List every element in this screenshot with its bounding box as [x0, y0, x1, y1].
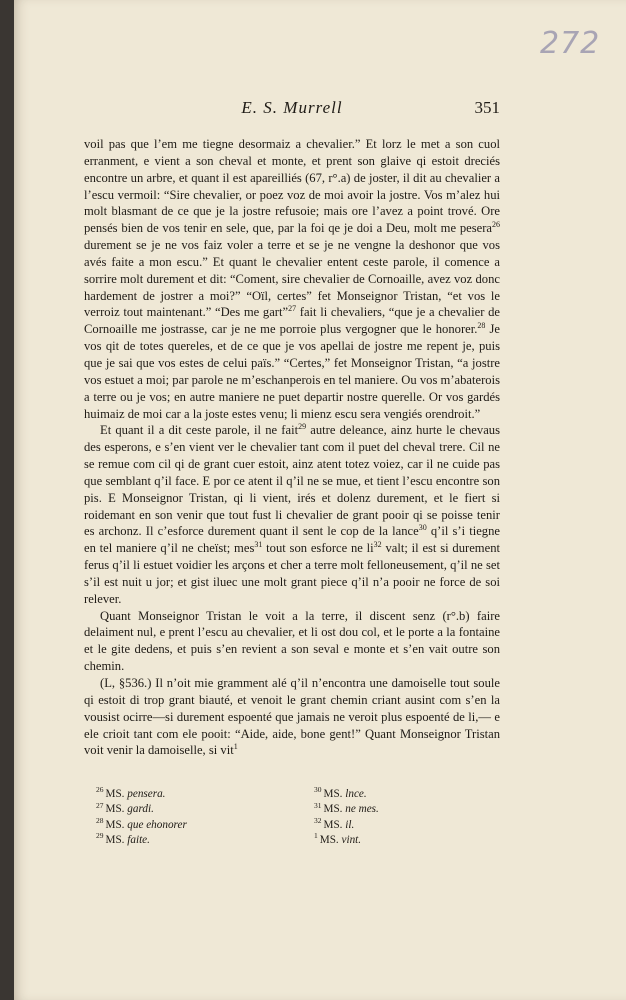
footnote-ref: 26	[492, 220, 500, 230]
paragraph-text: voil pas que l’em me tiegne desormaiz a chevalier.” Et lorz le met a son cuol erranment, e vient a son cheval et monte, et prent son glaive qi estoit dreciés encontre un arbre, et quant il est apareilliés (67, r°.a) de joster, il dit au chevalier a l’escu vermoil: “Sire chevalier, or poez voz de moi avoir la jostre. Vos m’alez hui molt blasmant de ce que je la jostre refusoie; mais ore l’avez a point trové. Ore pensés bien de vos tenir en sele, que, par la foi qe je doi a Deu, molt me pesera	[84, 137, 500, 236]
paragraph	[84, 136, 500, 422]
paragraph-text: valt; il est si durement ferus q’il li estuet voidier les arçons et cher a terre molt felloneusement, q’il ne set s’il est nuit u jor; et gist iluec une molt grant piece q’il n’a pooir ne force de soi relever.	[84, 541, 500, 606]
footnote-number: 30	[314, 785, 322, 795]
paragraph-text: Et quant il a dit ceste parole, il ne fait	[100, 423, 299, 438]
footnote-reading: lnce.	[345, 788, 367, 800]
footnote-reading: ne mes.	[345, 803, 379, 816]
paragraph-text: tout son esforce ne li	[262, 541, 374, 556]
footnote-ms-label: MS.	[319, 834, 339, 847]
footnote-reading: il.	[345, 818, 355, 831]
footnote-reading: que ehonorer	[127, 818, 187, 831]
footnotes-right-column	[314, 787, 504, 849]
footnote-ref: 27	[288, 304, 297, 314]
footnote-ms-label: MS.	[105, 818, 125, 831]
footnote-ms-label: MS.	[105, 803, 125, 816]
footnote	[314, 787, 504, 802]
footnote	[96, 833, 286, 848]
paragraph-text: (L, §536.) Il n’oit mie gramment alé q’il n’encontra une damoiselle tout soule qi estoit di trop grant biauté, et venoit le grant chemin criant ausint com s’en la vousist ocirre—si durement espoenté que jamais ne veroit plus espoenté de li,— e ele crioit tant com ele pooit: “Aide, aide, bone gent!” Quant Monseignor Tristan voit venir la damoiselle, si vit	[84, 676, 500, 758]
footnote-number: 29	[96, 831, 104, 841]
paragraph	[84, 608, 500, 675]
footnote-ref: 29	[298, 422, 307, 432]
footnote-ref: 1	[233, 742, 238, 752]
paragraph-text: autre deleance, ainz hurte le chevaus des esperons, e s’en vient ver le chevalier tant com il puet del cheval trere. Cil ne se remue com cil qi de grant cuer estoit, ainz atent totez voiez, car il ne cuide pas que semblant q’il face. E por ce atent il q’il ne se mue, et tient l’escu encontre son pis. E Monseignor Tristan, qi li vient, irés et dolenz durement, et le fiert si roidemant en son venir que tout fust li chevalier de grant pooir qi se poisse tenir es archonz. Il c’esforce durement quant il sent le cop de la lance	[84, 423, 500, 539]
footnote	[314, 818, 504, 833]
footnote-number: 31	[314, 800, 322, 810]
footnote-number: 27	[96, 800, 104, 810]
running-title: E. S. Murrell	[241, 98, 343, 117]
paragraph-text: durement se je ne vos faiz voler a terre et se je ne vengne la deshonor que vos avés faite a mon escu.” Et quant le chevalier entent ceste parole, il comence a sorrire molt durement et dit: “Coment, sire chevalier de Cornoaille, avez voz donc hardement de jostrer a moi?” “Oïl, certes” fet Monseignor Tristan, “et vos le verroiz tout maintenant.” “Des me gart”	[84, 238, 500, 320]
body-text	[84, 136, 500, 759]
footnote-number: 1	[314, 831, 318, 841]
footnote-ms-label: MS.	[323, 788, 343, 800]
footnote-ms-label: MS.	[105, 788, 125, 800]
footnote-ref: 30	[418, 523, 427, 533]
footnote	[96, 787, 286, 802]
paragraph	[84, 675, 500, 759]
footnote-reading: pensera.	[127, 788, 166, 800]
footnote-ms-label: MS.	[323, 818, 343, 831]
footnote-reading: gardi.	[127, 803, 154, 816]
footnote	[314, 802, 504, 817]
footnote-ref: 28	[477, 321, 486, 331]
book-page	[14, 0, 626, 1000]
paragraph	[84, 422, 500, 607]
page-header	[84, 98, 500, 122]
page-number: 351	[474, 98, 500, 117]
paragraph-text: q’il s’i tiegne en tel maniere q’il ne cheïst; mes	[84, 524, 500, 556]
footnote-reading: faite.	[127, 834, 150, 847]
handwritten-folio-note: 272	[540, 26, 601, 61]
footnotes-left-column	[96, 787, 286, 849]
footnote	[314, 833, 504, 848]
footnote-reading: vint.	[341, 834, 362, 847]
footnote-ms-label: MS.	[105, 834, 125, 847]
paragraph-text: fait li chevaliers, “que je a chevalier de Cornoaille me jostrasse, car je ne me porroie plus vergogner que le honorer.	[84, 305, 500, 337]
footnote-ref: 32	[373, 540, 382, 550]
footnote-number: 32	[314, 816, 322, 826]
footnote-number: 28	[96, 816, 104, 826]
paragraph-text: Quant Monseignor Tristan le voit a la terre, il discent senz (r°.b) faire delaiment nul, e prent l’escu au chevalier, et li ost dou col, et le porte a la fontaine et le gite dedens, et puis s’en revient a son seval e monte et s’en vait outre son chemin.	[84, 608, 500, 674]
footnote-ms-label: MS.	[323, 803, 343, 816]
paragraph-text: Je vos qit de totes quereles, et de ce que je vos apellai de jostre me repent je, puis que je sai que vos estes de celui païs.” “Certes,” fet Monseignor Tristan, “a jostre vos estuet a moi; par parole ne m’eschanperois en tel maniere. Ou vos m’abaterois a terre ou je vos; en autre maniere ne puet departir nostre querelle. Or vos gardés huimaiz de moi car a la joste estes venu; li mienz escu sera vengiés orendroit.”	[84, 322, 501, 421]
footnote-number: 26	[96, 785, 104, 795]
footnote	[96, 818, 286, 833]
footnote	[96, 802, 286, 817]
footnote-ref: 31	[254, 540, 263, 550]
